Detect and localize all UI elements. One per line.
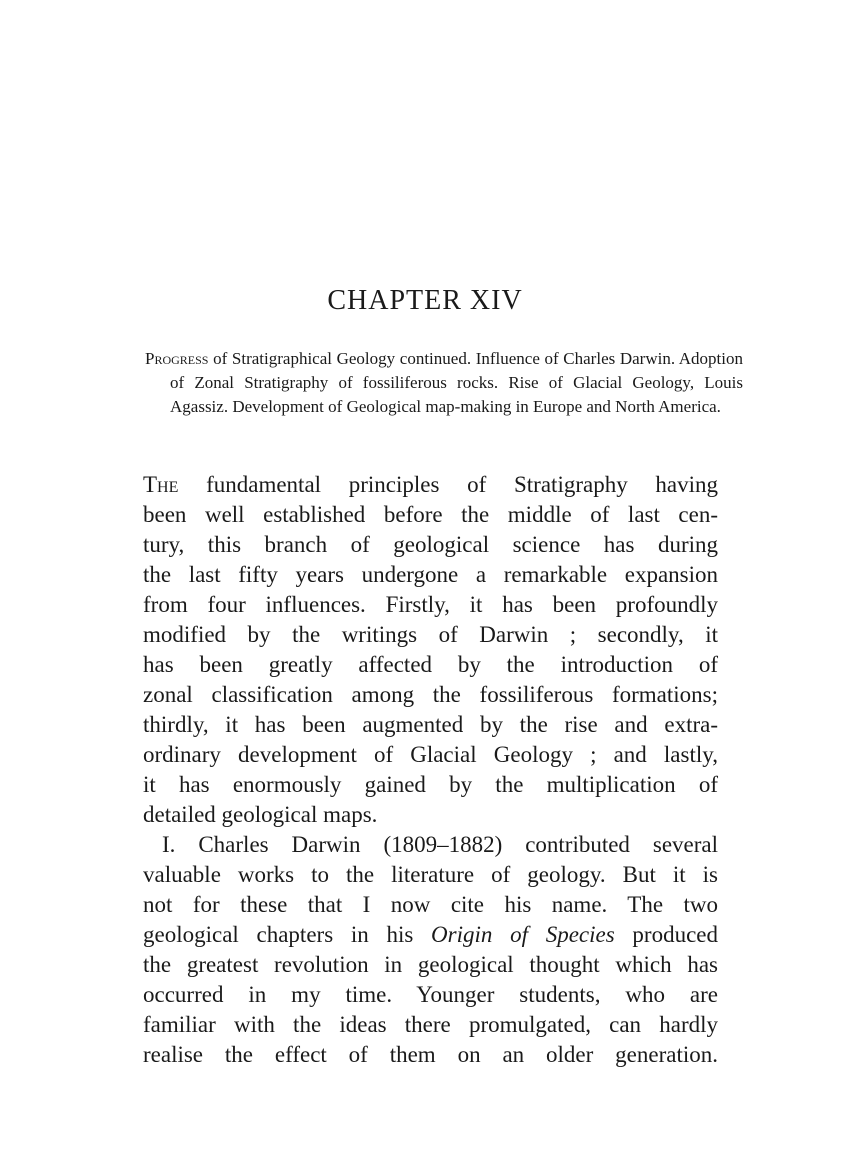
paragraph-line: it has enormously gained by the multiplication of <box>143 772 718 797</box>
paragraph-line: I. Charles Darwin (1809–1882) contributed several <box>162 832 718 857</box>
paragraph-line: been well established before the middle of last cen- <box>143 502 718 527</box>
paragraph-line: familiar with the ideas there promulgated, can hardly <box>143 1012 718 1037</box>
paragraph-line: realise the effect of them on an older generation. <box>143 1042 718 1067</box>
paragraph-line: modified by the writings of Darwin ; secondly, it <box>143 622 718 647</box>
chapter-summary <box>145 347 743 419</box>
paragraph-line-text: geological chapters in his <box>143 922 432 947</box>
paragraph-line-text: produced <box>614 922 719 947</box>
paragraph-line <box>143 920 718 950</box>
summary-text: of Stratigraphical Geology continued. Influence of Charles Darwin. Adoption of Zonal Stratigraphy of fossiliferous rocks. Rise of Glacial Geology, Louis Agassiz. Development of Geological map-making in Europe and North America. <box>170 349 743 416</box>
book-title-italic: Origin of Species <box>431 922 615 947</box>
paragraph-line <box>143 470 718 500</box>
summary-lead: Progress <box>145 349 209 368</box>
paragraph-line: the greatest revolution in geological thought which has <box>143 952 718 977</box>
paragraph-line: not for these that I now cite his name. The two <box>143 892 718 917</box>
paragraph-line-text: fundamental principles of Stratigraphy having <box>178 472 718 497</box>
paragraph-line: has been greatly affected by the introduction of <box>143 652 718 677</box>
chapter-title: CHAPTER XIV <box>327 285 523 316</box>
chapter-body <box>143 470 718 1070</box>
paragraph-line: from four influences. Firstly, it has been profoundly <box>143 592 718 617</box>
paragraph-line: occurred in my time. Younger students, who are <box>143 982 718 1007</box>
paragraph-line: thirdly, it has been augmented by the rise and extra- <box>143 712 718 737</box>
paragraph-line: tury, this branch of geological science has during <box>143 532 718 557</box>
paragraph-line: zonal classification among the fossiliferous formations; <box>143 682 718 707</box>
paragraph-lead-word: The <box>143 472 179 497</box>
paragraph-line: detailed geological maps. <box>143 802 378 827</box>
paragraph-line: ordinary development of Glacial Geology ; and lastly, <box>143 742 718 767</box>
paragraph-line: the last fifty years undergone a remarkable expansion <box>143 562 718 587</box>
paragraph-line: valuable works to the literature of geology. But it is <box>143 862 718 887</box>
